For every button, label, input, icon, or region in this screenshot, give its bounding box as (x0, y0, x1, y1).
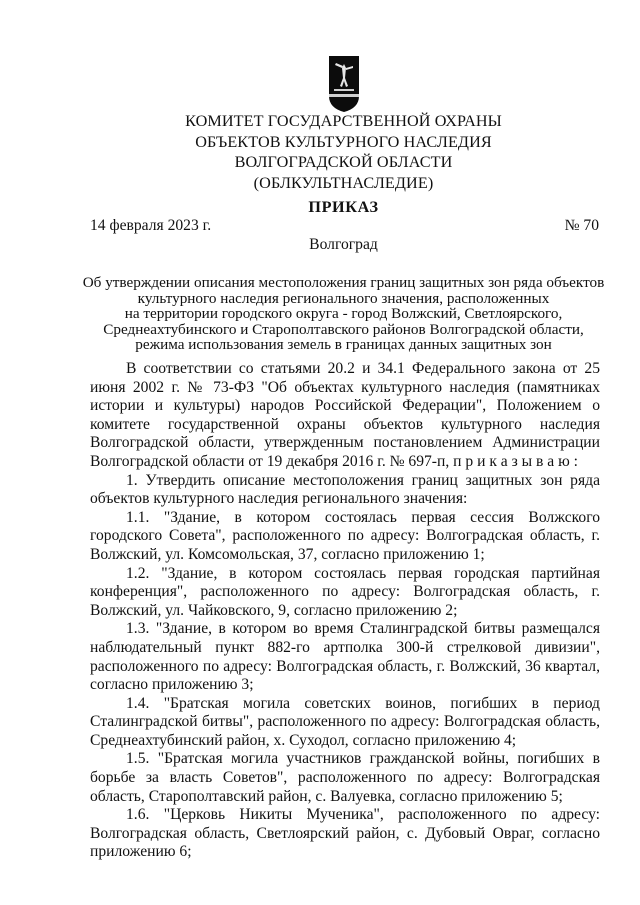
order-item: 1.3. "Здание, в котором во время Сталинградской битвы размещался наблюдательный пункт 882-го артполка 300-й стрелковой дивизии", расположенного по адресу: Волгоградская область, г. Волжский, 36 квартал, согласно приложению 3; (90, 620, 600, 694)
order-word: п р и к а з ы в а ю : (453, 452, 579, 470)
document-number: № 70 (564, 217, 599, 234)
order-item: 1.2. "Здание, в котором состоялась первая городская партийная конференция", расположенного по адресу: Волгоградская область, г. Волжский, ул. Чайковского, 9, согласно приложению 2; (90, 564, 600, 619)
order-item: 1.5. "Братская могила участников гражданской войны, погибших в борьбе за власть Советов", расположенного по адресу: Волгоградская область, Старополтавский район, с. Валуевка, согласно приложению 5; (90, 750, 600, 805)
order-item: 1.6. "Церковь Никиты Мученика", расположенного по адресу: Волгоградская область, Светлоярский район, с. Дубовый Овраг, согласно приложению 6; (90, 806, 600, 861)
document-title: ПРИКАЗ (308, 198, 379, 216)
document-body (90, 360, 600, 862)
order-item: 1. Утвердить описание местоположения границ защитных зон ряда объектов культурного наследия регионального значения: (90, 471, 600, 508)
organization-name-line: ВОЛГОГРАДСКОЙ ОБЛАСТИ (234, 153, 453, 171)
subject-line: на территории городского округа - город Волжский, Светлоярского, (124, 305, 563, 323)
preamble-paragraph (90, 360, 600, 472)
document-date: 14 февраля 2023 г. (90, 217, 212, 234)
order-item: 1.1. "Здание, в котором состоялась первая сессия Волжского городского Совета", расположенного по адресу: Волгоградская область, г. Волжский, ул. Комсомольская, 37, согласно приложению 1; (90, 508, 600, 563)
preamble-text: В соответствии со статьями 20.2 и 34.1 Федерального закона от 25 июня 2002 г. № 73-ФЗ "Об объектах культурного наследия (памятниках истории и культуры) народов Российской Федерации", Положением о комитете государственной охраны объектов культурного наследия Волгоградской области, утвержденным постановлением Администрации Волгоградской области от 19 декабря 2016 г. № 697-п, (90, 360, 600, 470)
document-city: Волгоград (309, 236, 378, 253)
document-subject (0, 275, 640, 353)
subject-line: культурного наследия регионального значения, расположенных (137, 289, 550, 307)
organization-name-line: ОБЪЕКТОВ КУЛЬТУРНОГО НАСЛЕДИЯ (195, 132, 492, 151)
organization-name-line: КОМИТЕТ ГОСУДАРСТВЕННОЙ ОХРАНЫ (185, 112, 502, 130)
subject-line: режима использования земель в границах данных защитных зон (135, 336, 552, 354)
subject-line: Среднеахтубинского и Старополтавского районов Волгоградской области, (103, 320, 584, 338)
subject-line: Об утверждении описания местоположения границ защитных зон ряда объектов (82, 274, 605, 291)
coat-of-arms-emblem-icon (329, 56, 359, 112)
order-item: 1.4. "Братская могила советских воинов, погибших в период Сталинградской битвы", расположенного по адресу: Волгоградская область, Среднеахтубинский район, х. Суходол, согласно приложению 4; (90, 694, 600, 749)
organization-short-name: (ОБЛКУЛЬТНАСЛЕДИЕ) (253, 173, 434, 192)
organization-header (0, 111, 640, 193)
